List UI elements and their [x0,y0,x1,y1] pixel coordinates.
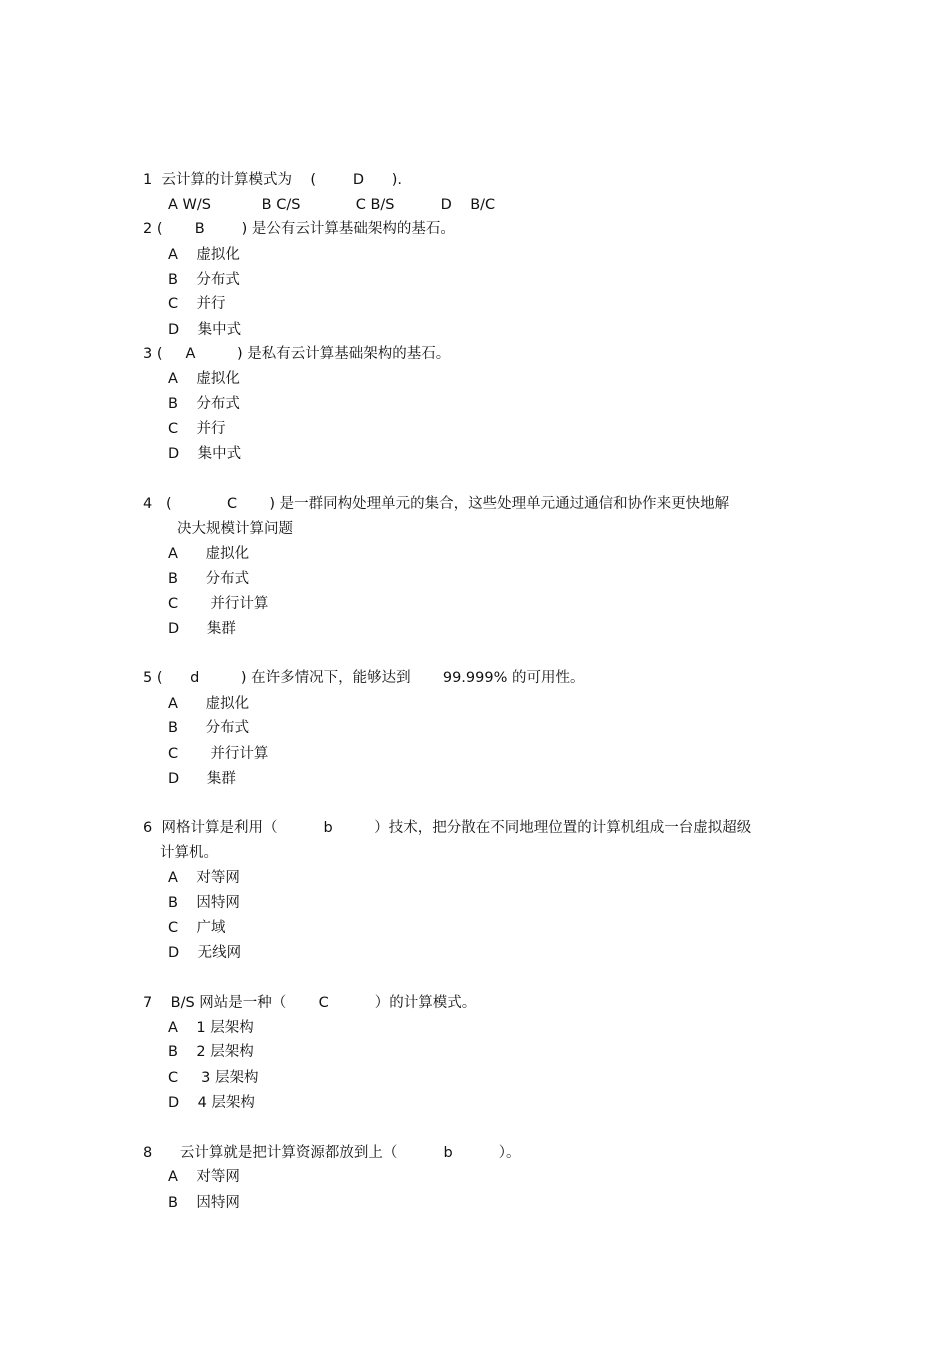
question-7-option-a: A 1 层架构 [168,1020,254,1036]
question-6-option-c: C 广域 [168,920,226,936]
question-2-option-a: A 虚拟化 [168,247,240,263]
question-5-text: 5 ( d ) 在许多情况下，能够达到 99.999% 的可用性。 [143,670,585,686]
question-7-option-c: C 3 层架构 [168,1070,259,1086]
question-3-text: 3 ( A ) 是私有云计算基础架构的基石。 [143,346,451,362]
question-3-option-d: D 集中式 [168,446,242,462]
question-6-option-b: B 因特网 [168,895,240,911]
question-2-option-c: C 并行 [168,296,226,312]
question-5-option-a: A 虚拟化 [168,696,250,712]
question-3-option-a: A 虚拟化 [168,371,240,387]
question-4-text-cont: 决大规模计算问题 [177,521,293,537]
question-8-option-a: A 对等网 [168,1169,240,1185]
question-5-option-c: C 并行计算 [168,746,269,762]
question-2-option-b: B 分布式 [168,272,240,288]
question-4-text: 4 ( C ) 是一群同构处理单元的集合，这些处理单元通过通信和协作来更快地解 [143,496,730,512]
question-6-option-d: D 无线网 [168,945,242,961]
question-4-option-d: D 集群 [168,621,236,637]
question-5-option-b: B 分布式 [168,720,250,736]
question-3-option-c: C 并行 [168,421,226,437]
question-6-text: 6 网格计算是利用（ b ）技术，把分散在不同地理位置的计算机组成一台虚拟超级 [143,820,752,836]
question-2-text: 2 ( B ) 是公有云计算基础架构的基石。 [143,221,455,237]
question-5-option-d: D 集群 [168,771,236,787]
question-1-text: 1 云计算的计算模式为 ( D ). [143,172,402,188]
question-3-option-b: B 分布式 [168,396,240,412]
question-7-option-b: B 2 层架构 [168,1044,254,1060]
question-2-option-d: D 集中式 [168,322,242,338]
question-7-text: 7 B/S 网站是一种（ C ）的计算模式。 [143,995,477,1011]
question-4-option-b: B 分布式 [168,571,250,587]
question-8-text: 8 云计算就是把计算资源都放到上（ b ）。 [143,1145,521,1161]
question-6-text-cont: 计算机。 [160,845,218,861]
question-7-option-d: D 4 层架构 [168,1095,255,1111]
question-1-options: A W/S B C/S C B/S D B/C [168,197,496,213]
question-6-option-a: A 对等网 [168,870,240,886]
question-4-option-a: A 虚拟化 [168,546,250,562]
question-8-option-b: B 因特网 [168,1195,240,1211]
question-4-option-c: C 并行计算 [168,596,269,612]
